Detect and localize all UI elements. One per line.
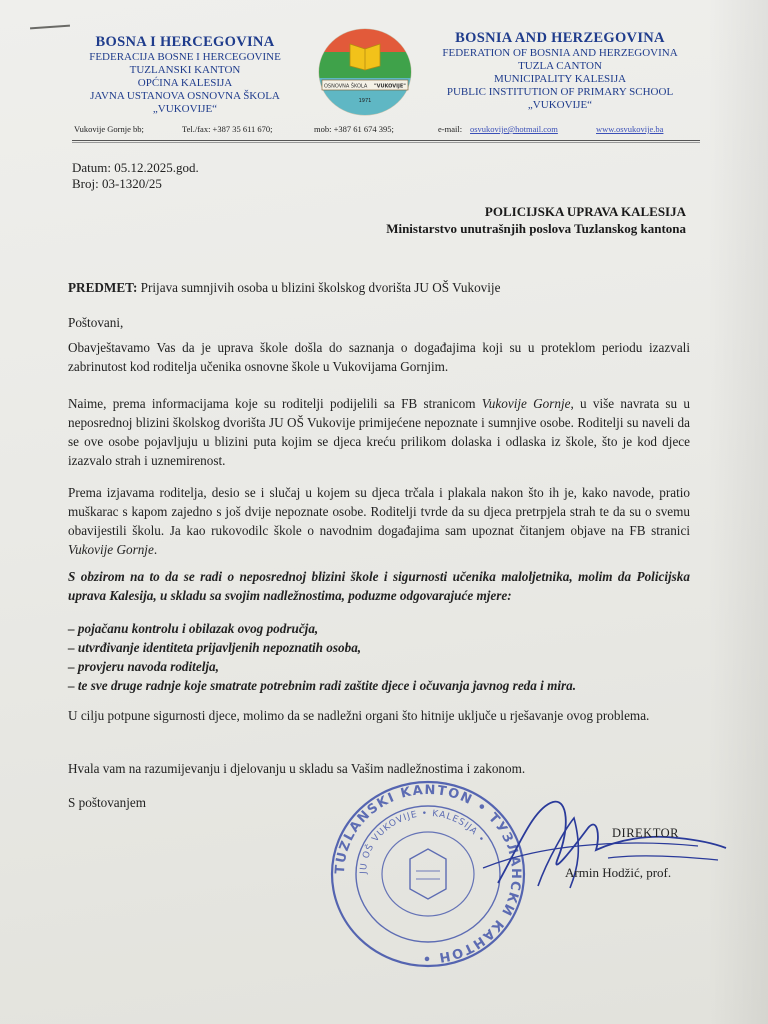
header-left-line: „VUKOVIJE“ — [152, 103, 218, 115]
list-item: – provjeru navoda roditelja, — [68, 659, 219, 674]
header-right-line: „VUKOVIJE“ — [527, 99, 593, 111]
contact-web-link[interactable]: www.osvukovije.ba — [596, 124, 664, 134]
logo-banner-right: "VUKOVIJE" — [374, 83, 406, 90]
paragraph-5: U cilju potpune sigurnosti djece, molimo da se nadležni organi što hitnije uključe u rješavanje ovog problema. — [68, 708, 650, 723]
header-right-line: MUNICIPALITY KALESIJA — [493, 73, 627, 85]
svg-text:JU OŠ VUKOVIJE • KALESIJA • — [359, 809, 487, 875]
contact-email-label: e-mail: — [438, 124, 463, 134]
stamp-outer-text: TUZLANSKI KANTON • ТУЗЛАНСКИ КАНТОН • — [332, 782, 524, 966]
fb-page-name: Vukovije Gornje — [68, 542, 154, 557]
logo-banner-left: OSNOVNA ŠKOLA — [324, 83, 368, 90]
signer-name: Armin Hodžić, prof. — [565, 865, 672, 880]
subject-label: PREDMET: — [68, 280, 138, 295]
signature-icon — [478, 788, 728, 898]
paragraph-3-end: . — [153, 542, 158, 557]
recipient-ministry: Ministarstvo unutrašnjih poslova Tuzlanskog kantona — [386, 221, 686, 236]
recipient-name: POLICIJSKA UPRAVA KALESIJA — [484, 204, 686, 219]
header-right-line: TUZLA CANTON — [518, 60, 602, 72]
document-meta — [72, 160, 199, 192]
fb-page-name: Vukovije Gornje — [481, 396, 571, 411]
list-item: – utvrđivanje identiteta prijavljenih nepoznatih osoba, — [68, 640, 362, 655]
logo-year: 1971 — [358, 98, 372, 104]
header-right-country: BOSNIA AND HERZEGOVINA — [455, 30, 665, 46]
signer-title: DIREKTOR — [612, 826, 679, 840]
stamp-inner-text: JU OŠ VUKOVIJE • KALESIJA • — [358, 808, 487, 875]
paragraph-1: Obavještavamo Vas da je uprava škole došla do saznanja o događajima koji su u proteklom periodu izazvali zabrinutost kod roditelja učenika osnovne škole u Vukovijama Gornjim. — [68, 340, 690, 374]
header-left-line: TUZLANSKI KANTON — [129, 64, 241, 76]
school-logo-icon — [316, 26, 414, 118]
header-divider — [72, 140, 700, 141]
header-left-line: OPĆINA KALESIJA — [137, 77, 233, 89]
header-left-line: FEDERACIJA BOSNE I HERCEGOVINE — [89, 51, 281, 63]
contact-telfax: Tel./fax: +387 35 611 670; — [182, 124, 273, 134]
header-right — [420, 30, 700, 112]
measures-list — [68, 619, 690, 695]
paragraph-3 — [68, 483, 690, 559]
paragraph-2-end: , u više navrata su u neposrednoj blizini školskog dvorišta JU OŠ Vukovije primijećene nepoznate i sumnjive osobe. Roditelji su naveli da se ove osobe pojavljuju u blizini puta kojim se djeca kreću prilikom dolaska i odlaska iz škole, što je kod djece izazvalo strah i uznemirenost. — [68, 396, 690, 468]
header-left-line: JAVNA USTANOVA OSNOVNA ŠKOLA — [90, 90, 280, 102]
header-left — [40, 34, 330, 116]
pen-mark — [30, 25, 70, 30]
list-item: – pojačanu kontrolu i obilazak ovog područja, — [68, 621, 319, 636]
paragraph-2 — [68, 394, 690, 470]
document-number: Broj: 03-1320/25 — [72, 176, 162, 191]
list-item: – te sve druge radnje koje smatrate potrebnim radi zaštite djece i očuvanja javnog reda i mira. — [68, 678, 577, 693]
document-date: Datum: 05.12.2025.god. — [72, 160, 199, 175]
header-left-country: BOSNA I HERCEGOVINA — [95, 34, 275, 50]
header-right-line: FEDERATION OF BOSNIA AND HERZEGOVINA — [442, 47, 678, 59]
greeting: Poštovani, — [68, 315, 124, 330]
request-paragraph: S obzirom na to da se radi o neposrednoj blizini škole i sigurnosti učenika maloljetnika, molim da Policijska uprava Kalesija, u skladu sa svojim nadležnostima, poduzme odgovarajuće mjere: — [68, 569, 690, 603]
paragraph-2-start: Naime, prema informacijama koje su roditelji podijelili sa FB stranicom — [68, 396, 482, 411]
closing: S poštovanjem — [68, 795, 147, 810]
contact-email-link[interactable]: osvukovije@hotmail.com — [470, 124, 558, 134]
header-divider — [72, 142, 700, 143]
paragraph-3-start: Prema izjavama roditelja, desio se i slučaj u kojem su djeca trčala i plakala nakon što ih je, kako navode, pratio muškarac s kapom zajedno s još dvije nepoznate osobe. Roditelji tvrde da su djeca pretrpjela strah te da su o svemu obavijestili školu. Ja kao rukovodilc škole o navodnim događajima sam upoznat čitanjem objave na FB stranici — [68, 485, 690, 538]
recipient-block — [386, 203, 686, 237]
subject-line — [68, 278, 690, 297]
header-right-line: PUBLIC INSTITUTION OF PRIMARY SCHOOL — [446, 86, 674, 98]
contact-mobile: mob: +387 61 674 395; — [314, 124, 394, 134]
subject-text: Prijava sumnjivih osoba u blizini školskog dvorišta JU OŠ Vukovije — [137, 280, 501, 295]
contact-address: Vukovije Gornje bb; — [74, 124, 144, 134]
contact-row — [74, 124, 714, 138]
paragraph-6: Hvala vam na razumijevanju i djelovanju u skladu sa Vašim nadležnostima i zakonom. — [68, 761, 526, 776]
